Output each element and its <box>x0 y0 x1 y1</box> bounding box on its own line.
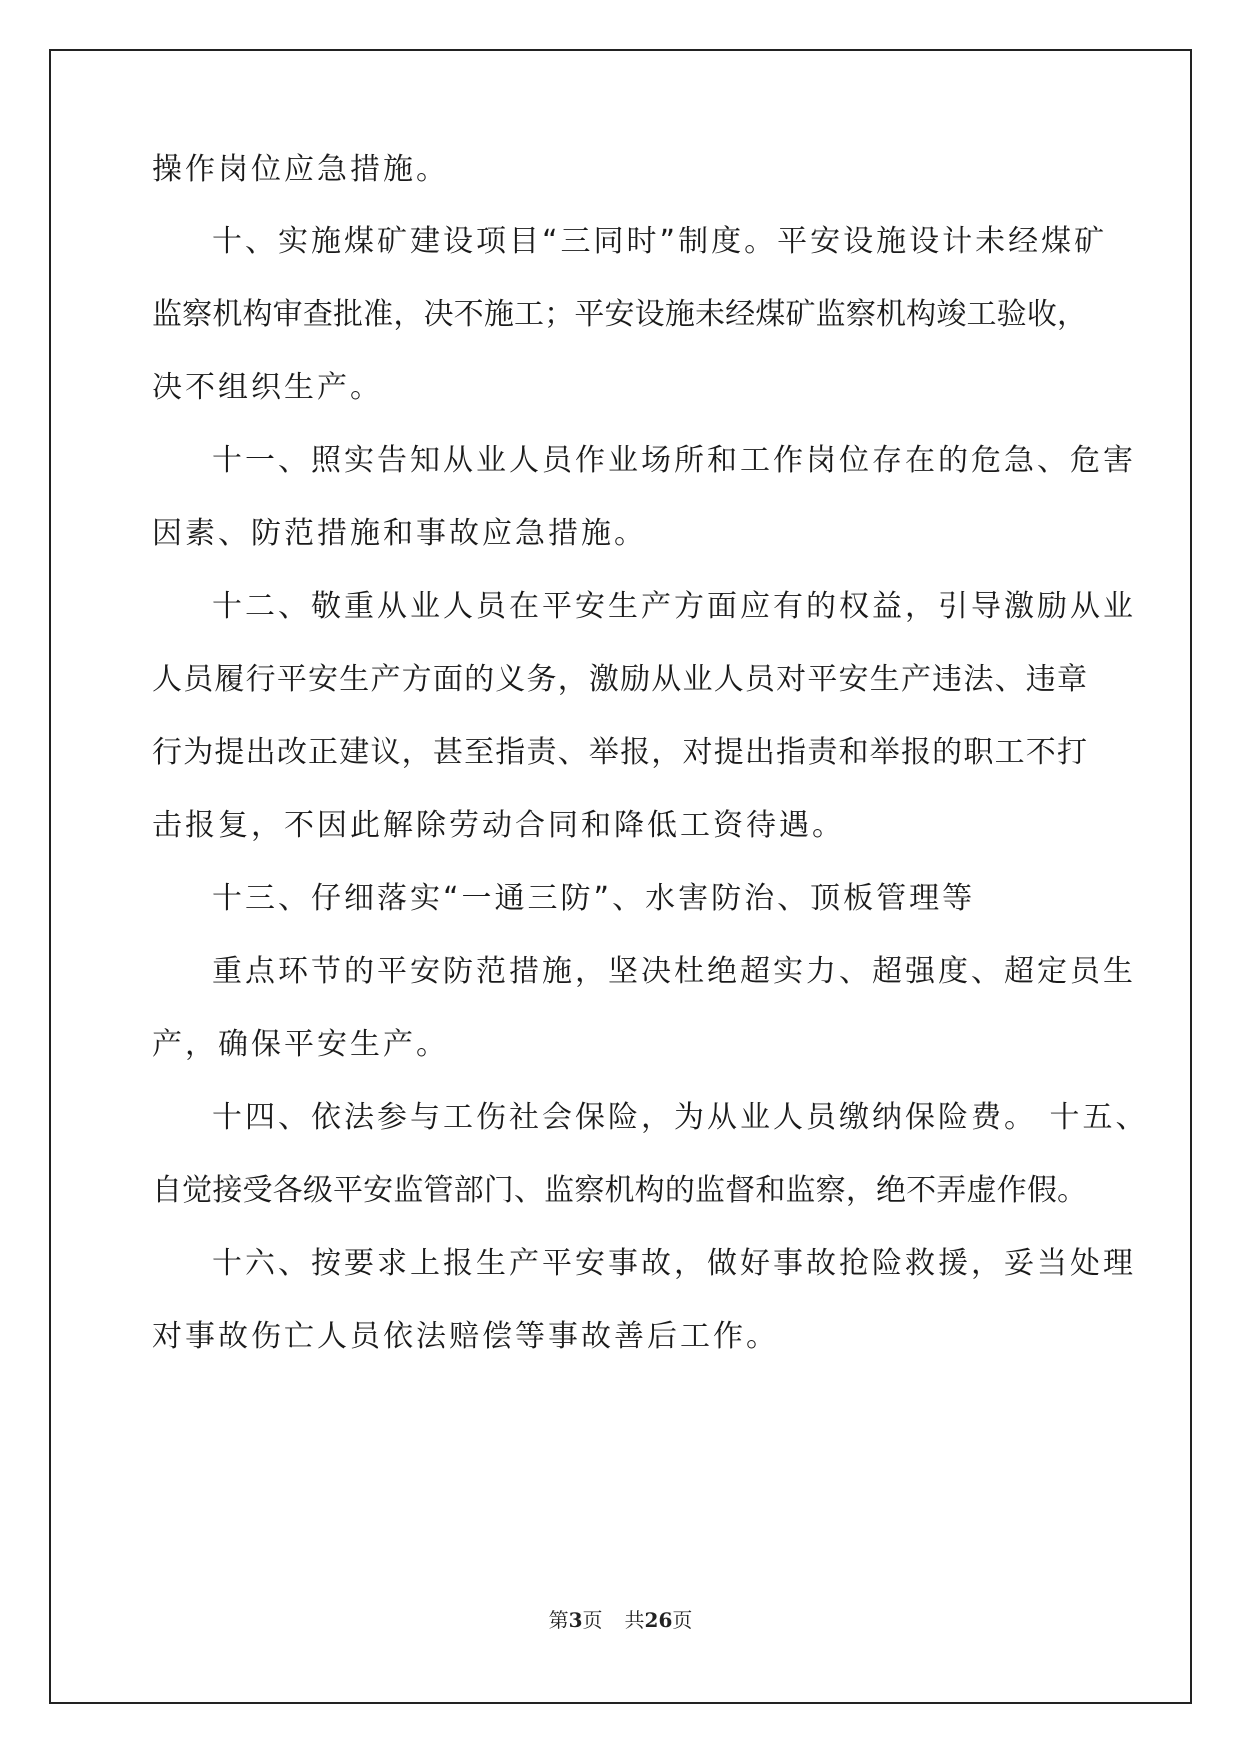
text-line: 对事故伤亡人员依法赔偿等事故善后工作。 <box>152 1319 779 1354</box>
page-prefix: 第 <box>548 1608 569 1632</box>
total-prefix: 共 <box>624 1608 645 1632</box>
text-line: 人员履行平安生产方面的义务，激励从业人员对平安生产违法、违章 <box>152 662 1087 697</box>
text-line: 自觉接受各级平安监管部门、监察机构的监督和监察，绝不弄虚作假。 <box>152 1173 1087 1208</box>
page-suffix: 页 <box>582 1608 603 1632</box>
total-pages: 26 <box>644 1608 673 1632</box>
text-line: 十一、照实告知从业人员作业场所和工作岗位存在的危急、危害 <box>212 443 1136 478</box>
text-line: 十二、敬重从业人员在平安生产方面应有的权益，引导激励从业 <box>212 589 1136 624</box>
text-line: 操作岗位应急措施。 <box>152 152 449 187</box>
page-footer <box>0 1607 1241 1633</box>
text-line: 重点环节的平安防范措施，坚决杜绝超实力、超强度、超定员生 <box>212 954 1136 989</box>
text-line: 产，确保平安生产。 <box>152 1027 449 1062</box>
text-line: 行为提出改正建议，甚至指责、举报，对提出指责和举报的职工不打 <box>152 735 1087 770</box>
text-line: 十四、依法参与工伤社会保险，为从业人员缴纳保险费。 十五、 <box>212 1100 1149 1135</box>
text-line: 十六、按要求上报生产平安事故，做好事故抢险救援，妥当处理 <box>212 1246 1136 1281</box>
text-line: 击报复，不因此解除劳动合同和降低工资待遇。 <box>152 808 845 843</box>
text-line: 十三、仔细落实“一通三防”、水害防治、顶板管理等 <box>212 881 976 916</box>
text-line: 因素、防范措施和事故应急措施。 <box>152 516 647 551</box>
page-number: 3 <box>568 1608 583 1632</box>
text-line: 十、实施煤矿建设项目“三同时”制度。平安设施设计未经煤矿 <box>212 224 1108 259</box>
text-line: 决不组织生产。 <box>152 370 383 405</box>
text-line: 监察机构审查批准，决不施工；平安设施未经煤矿监察机构竣工验收， <box>152 297 1087 332</box>
total-suffix: 页 <box>672 1608 693 1632</box>
